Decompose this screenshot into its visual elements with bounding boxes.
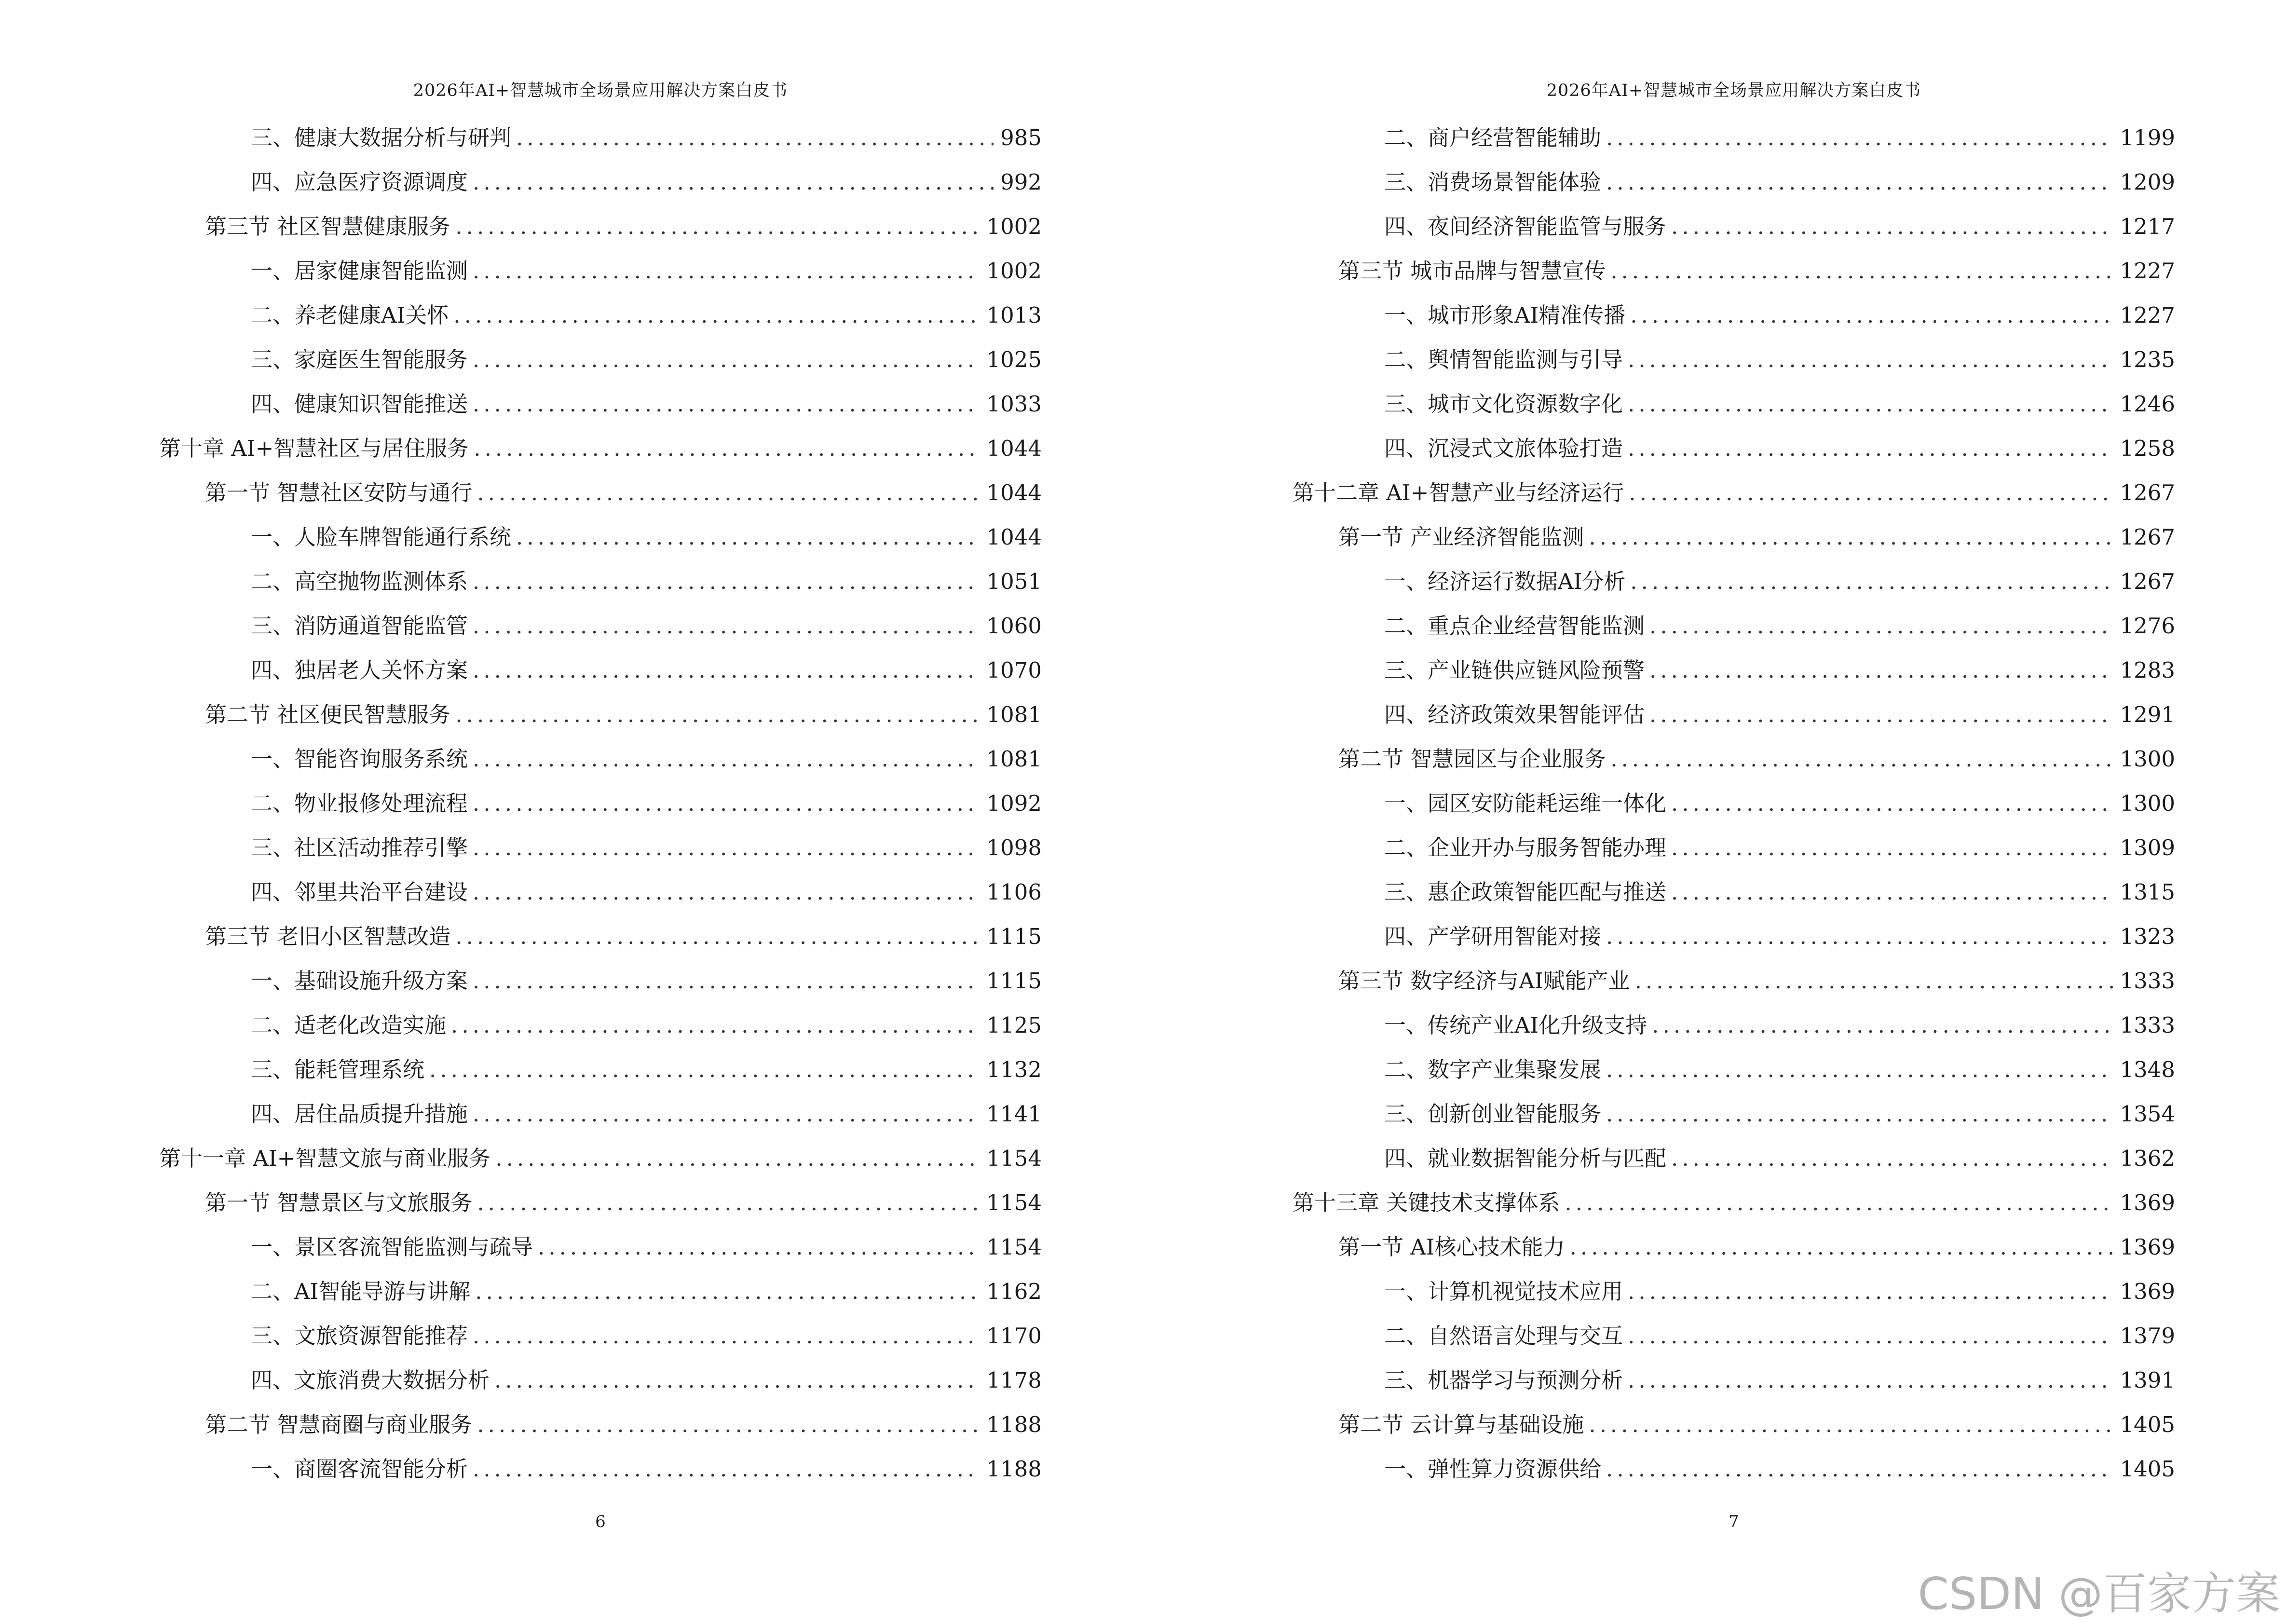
dot-leader: [473, 249, 980, 293]
dot-leader: [1630, 293, 2113, 338]
toc-entry[interactable]: [159, 781, 1042, 826]
toc-entry-title: 第三节 社区智慧健康服务: [205, 214, 451, 239]
toc-entry-title: 第三节 老旧小区智慧改造: [205, 924, 451, 949]
toc-entry[interactable]: [159, 737, 1042, 781]
toc-entry-page-number: 1391: [2120, 1367, 2175, 1393]
toc-entry-page-number: 1362: [2120, 1146, 2175, 1171]
page-number: 6: [595, 1512, 606, 1531]
toc-entry-page-number: 1060: [986, 613, 1042, 639]
dot-leader: [1649, 693, 2113, 737]
toc-entry-title: 一、基础设施升级方案: [251, 968, 468, 994]
toc-entry-title: 一、人脸车牌智能通行系统: [251, 524, 512, 550]
watermark: CSDN @百家方案: [1918, 1568, 2280, 1620]
dot-leader: [473, 959, 980, 1003]
toc-entry-title: 四、文旅消费大数据分析: [251, 1367, 490, 1393]
toc-entry-page-number: 1369: [2120, 1234, 2175, 1260]
dot-leader: [1589, 515, 2113, 560]
dot-leader: [473, 560, 980, 604]
toc-entry-title: 四、沉浸式文旅体验打造: [1384, 436, 1623, 461]
toc-entry-title: 第十二章 AI+智慧产业与经济运行: [1293, 480, 1624, 505]
toc-entry[interactable]: [1293, 338, 2175, 382]
toc-entry[interactable]: [159, 914, 1042, 959]
dot-leader: [538, 1225, 980, 1269]
toc-entry-page-number: 1188: [986, 1456, 1042, 1482]
toc-entry[interactable]: [1293, 160, 2175, 205]
toc-entry-title: 三、惠企政策智能匹配与推送: [1384, 879, 1667, 905]
toc-entry-page-number: 1235: [2120, 347, 2175, 372]
toc-entry-title: 第三节 城市品牌与智慧宣传: [1338, 258, 1606, 284]
toc-entry-page-number: 1333: [2120, 968, 2175, 994]
toc-entry-page-number: 1199: [2120, 125, 2175, 150]
toc-entry-page-number: 1092: [986, 791, 1042, 816]
toc-entry-page-number: 1300: [2120, 791, 2175, 816]
dot-leader: [1606, 1092, 2113, 1136]
toc-entry[interactable]: [159, 293, 1042, 338]
toc-entry[interactable]: [159, 116, 1042, 160]
toc-entry[interactable]: [159, 693, 1042, 737]
toc-entry[interactable]: [1293, 382, 2175, 426]
toc-entry-page-number: 1013: [986, 302, 1042, 328]
dot-leader: [473, 870, 980, 914]
dot-leader: [1652, 1003, 2113, 1048]
toc-entry-title: 第二节 社区便民智慧服务: [205, 702, 451, 727]
toc-entry-page-number: 1348: [2120, 1057, 2175, 1082]
toc-entry[interactable]: [159, 249, 1042, 293]
toc-entry[interactable]: [1293, 693, 2175, 737]
dot-leader: [473, 1092, 980, 1136]
toc-entry-page-number: 1300: [2120, 746, 2175, 772]
toc-entry[interactable]: [159, 826, 1042, 870]
dot-leader: [473, 826, 980, 870]
toc-entry-page-number: 1115: [986, 924, 1042, 949]
toc-entry-page-number: 1044: [986, 436, 1042, 461]
toc-entry-title: 二、自然语言处理与交互: [1384, 1323, 1623, 1349]
left-page: [159, 0, 1042, 1624]
dot-leader: [494, 1358, 980, 1403]
dot-leader: [1570, 1225, 2113, 1269]
toc-entry-title: 四、健康知识智能推送: [251, 391, 468, 417]
toc-entry-page-number: 1051: [986, 569, 1042, 594]
toc-entry[interactable]: [1293, 1358, 2175, 1403]
dot-leader: [473, 160, 994, 205]
toc-entry-page-number: 985: [1000, 125, 1042, 150]
toc-entry-title: 三、机器学习与预测分析: [1384, 1367, 1623, 1393]
toc-entry[interactable]: [159, 870, 1042, 914]
toc-entry-page-number: 1405: [2120, 1456, 2175, 1482]
dot-leader: [516, 515, 980, 560]
toc-entry-title: 二、AI智能导游与讲解: [251, 1279, 471, 1304]
toc-entry-title: 二、数字产业集聚发展: [1384, 1057, 1602, 1082]
table-of-contents: [159, 116, 1042, 1491]
toc-entry-title: 第一节 产业经济智能监测: [1338, 524, 1584, 550]
dot-leader: [1671, 781, 2113, 826]
toc-entry-page-number: 1154: [986, 1234, 1042, 1260]
dot-leader: [1671, 205, 2113, 249]
toc-entry-page-number: 1170: [986, 1323, 1042, 1349]
toc-entry-title: 四、独居老人关怀方案: [251, 657, 468, 683]
toc-entry-page-number: 1267: [2120, 524, 2175, 550]
toc-entry-page-number: 1081: [986, 702, 1042, 727]
toc-entry-title: 一、城市形象AI精准传播: [1384, 302, 1626, 328]
toc-entry-page-number: 1178: [986, 1367, 1042, 1393]
toc-entry[interactable]: [1293, 870, 2175, 914]
toc-entry[interactable]: [1293, 1269, 2175, 1314]
toc-entry[interactable]: [159, 1181, 1042, 1225]
toc-entry[interactable]: [1293, 205, 2175, 249]
toc-entry[interactable]: [159, 205, 1042, 249]
toc-entry-page-number: 1323: [2120, 924, 2175, 949]
toc-entry-title: 二、高空抛物监测体系: [251, 569, 468, 594]
dot-leader: [1628, 1269, 2113, 1314]
dot-leader: [473, 382, 980, 426]
toc-entry-page-number: 1025: [986, 347, 1042, 372]
dot-leader: [477, 471, 980, 515]
toc-entry-page-number: 1209: [2120, 169, 2175, 195]
toc-entry[interactable]: [159, 604, 1042, 648]
dot-leader: [473, 737, 980, 781]
toc-entry[interactable]: [1293, 914, 2175, 959]
toc-entry-page-number: 1309: [2120, 835, 2175, 860]
toc-entry-page-number: 1141: [986, 1101, 1042, 1127]
toc-entry-title: 二、商户经营智能辅助: [1384, 125, 1602, 150]
toc-entry-page-number: 1044: [986, 524, 1042, 550]
dot-leader: [1565, 1181, 2113, 1225]
toc-entry[interactable]: [159, 1136, 1042, 1181]
page-number: 7: [1729, 1512, 1739, 1531]
dot-leader: [1649, 648, 2113, 693]
toc-entry-title: 二、物业报修处理流程: [251, 791, 468, 816]
dot-leader: [473, 648, 980, 693]
toc-entry-title: 三、消防通道智能监管: [251, 613, 468, 639]
dot-leader: [473, 604, 980, 648]
dot-leader: [455, 693, 980, 737]
toc-entry[interactable]: [1293, 1447, 2175, 1491]
toc-entry[interactable]: [1293, 1225, 2175, 1269]
toc-entry[interactable]: [159, 959, 1042, 1003]
toc-entry[interactable]: [1293, 116, 2175, 160]
toc-entry[interactable]: [1293, 1181, 2175, 1225]
toc-entry-page-number: 1044: [986, 480, 1042, 505]
toc-entry[interactable]: [159, 1403, 1042, 1447]
dot-leader: [1629, 471, 2113, 515]
dot-leader: [1628, 1358, 2113, 1403]
toc-entry[interactable]: [1293, 1003, 2175, 1048]
toc-entry-title: 第一节 智慧景区与文旅服务: [205, 1190, 473, 1215]
toc-entry[interactable]: [159, 1092, 1042, 1136]
dot-leader: [455, 914, 980, 959]
dot-leader: [1649, 604, 2113, 648]
dot-leader: [1606, 1447, 2113, 1491]
toc-entry-page-number: 1246: [2120, 391, 2175, 417]
toc-entry-title: 第一节 智慧社区安防与通行: [205, 480, 473, 505]
toc-entry-title: 一、园区安防能耗运维一体化: [1384, 791, 1667, 816]
toc-entry-page-number: 1002: [986, 214, 1042, 239]
toc-entry-page-number: 1217: [2120, 214, 2175, 239]
toc-entry[interactable]: [1293, 781, 2175, 826]
toc-entry[interactable]: [1293, 426, 2175, 471]
toc-entry-page-number: 1070: [986, 657, 1042, 683]
toc-entry-title: 二、养老健康AI关怀: [251, 302, 449, 328]
dot-leader: [1628, 382, 2113, 426]
dot-leader: [473, 781, 980, 826]
toc-entry[interactable]: [1293, 249, 2175, 293]
toc-entry-page-number: 1081: [986, 746, 1042, 772]
toc-entry-title: 四、邻里共治平台建设: [251, 879, 468, 905]
toc-entry-page-number: 1283: [2120, 657, 2175, 683]
toc-entry[interactable]: [1293, 1314, 2175, 1358]
toc-entry[interactable]: [1293, 737, 2175, 781]
toc-entry-page-number: 1379: [2120, 1323, 2175, 1349]
toc-entry[interactable]: [159, 160, 1042, 205]
toc-entry-title: 第二节 云计算与基础设施: [1338, 1412, 1584, 1437]
toc-entry-title: 第三节 数字经济与AI赋能产业: [1338, 968, 1630, 994]
dot-leader: [473, 1314, 980, 1358]
dot-leader: [1606, 1048, 2113, 1092]
toc-entry-title: 三、创新创业智能服务: [1384, 1101, 1602, 1127]
dot-leader: [455, 205, 980, 249]
toc-entry-page-number: 1227: [2120, 258, 2175, 284]
toc-entry[interactable]: [159, 648, 1042, 693]
toc-entry[interactable]: [1293, 604, 2175, 648]
toc-entry-page-number: 992: [1000, 169, 1042, 195]
toc-entry[interactable]: [1293, 648, 2175, 693]
toc-entry-title: 四、夜间经济智能监管与服务: [1384, 214, 1667, 239]
toc-entry[interactable]: [159, 560, 1042, 604]
running-header: 2026年AI+智慧城市全场景应用解决方案白皮书: [413, 81, 788, 100]
dot-leader: [473, 338, 980, 382]
toc-entry[interactable]: [1293, 1048, 2175, 1092]
toc-entry-page-number: 1333: [2120, 1012, 2175, 1038]
toc-entry-title: 三、社区活动推荐引擎: [251, 835, 468, 860]
toc-entry[interactable]: [159, 1269, 1042, 1314]
dot-leader: [516, 116, 994, 160]
toc-entry[interactable]: [159, 426, 1042, 471]
toc-entry[interactable]: [1293, 471, 2175, 515]
toc-entry-page-number: 1098: [986, 835, 1042, 860]
toc-entry[interactable]: [159, 338, 1042, 382]
dot-leader: [1606, 914, 2113, 959]
toc-entry-page-number: 1405: [2120, 1412, 2175, 1437]
toc-entry[interactable]: [1293, 1092, 2175, 1136]
toc-entry[interactable]: [1293, 1136, 2175, 1181]
dot-leader: [475, 1269, 980, 1314]
toc-entry-title: 第十一章 AI+智慧文旅与商业服务: [159, 1146, 491, 1171]
toc-entry-title: 三、能耗管理系统: [251, 1057, 425, 1082]
toc-entry-title: 四、就业数据智能分析与匹配: [1384, 1146, 1667, 1171]
toc-entry-title: 第二节 智慧商圈与商业服务: [205, 1412, 473, 1437]
toc-entry-page-number: 1125: [986, 1012, 1042, 1038]
dot-leader: [1635, 959, 2113, 1003]
toc-entry-page-number: 1154: [986, 1146, 1042, 1171]
toc-entry-title: 三、产业链供应链风险预警: [1384, 657, 1645, 683]
toc-entry-title: 二、企业开办与服务智能办理: [1384, 835, 1667, 860]
dot-leader: [451, 1003, 980, 1048]
toc-entry[interactable]: [159, 1314, 1042, 1358]
toc-entry-title: 一、计算机视觉技术应用: [1384, 1279, 1623, 1304]
toc-entry-page-number: 1002: [986, 258, 1042, 284]
toc-entry-page-number: 1258: [2120, 436, 2175, 461]
dot-leader: [1628, 1314, 2113, 1358]
dot-leader: [1628, 338, 2113, 382]
toc-entry-title: 二、适老化改造实施: [251, 1012, 447, 1038]
toc-entry[interactable]: [159, 382, 1042, 426]
toc-entry-title: 三、文旅资源智能推荐: [251, 1323, 468, 1349]
toc-entry-title: 一、弹性算力资源供给: [1384, 1456, 1602, 1482]
toc-entry[interactable]: [1293, 515, 2175, 560]
toc-entry-title: 第一节 AI核心技术能力: [1338, 1234, 1565, 1260]
toc-entry[interactable]: [1293, 1403, 2175, 1447]
toc-entry-title: 第十章 AI+智慧社区与居住服务: [159, 436, 469, 461]
toc-entry-title: 一、经济运行数据AI分析: [1384, 569, 1626, 594]
toc-entry[interactable]: [159, 471, 1042, 515]
toc-entry-page-number: 1354: [2120, 1101, 2175, 1127]
toc-entry-title: 一、居家健康智能监测: [251, 258, 468, 284]
toc-entry[interactable]: [159, 1358, 1042, 1403]
toc-entry-page-number: 1132: [986, 1057, 1042, 1082]
dot-leader: [1671, 826, 2113, 870]
toc-entry-title: 四、产学研用智能对接: [1384, 924, 1602, 949]
right-page: [1293, 0, 2175, 1624]
toc-entry-title: 一、智能咨询服务系统: [251, 746, 468, 772]
toc-entry-title: 一、商圈客流智能分析: [251, 1456, 468, 1482]
toc-entry[interactable]: [159, 1003, 1042, 1048]
dot-leader: [1610, 737, 2113, 781]
toc-entry-page-number: 1115: [986, 968, 1042, 994]
toc-entry-page-number: 1315: [2120, 879, 2175, 905]
dot-leader: [1630, 560, 2113, 604]
dot-leader: [1606, 116, 2113, 160]
toc-entry-page-number: 1267: [2120, 569, 2175, 594]
toc-entry-page-number: 1267: [2120, 480, 2175, 505]
dot-leader: [1628, 426, 2113, 471]
dot-leader: [495, 1136, 980, 1181]
toc-entry[interactable]: [159, 515, 1042, 560]
dot-leader: [1589, 1403, 2113, 1447]
dot-leader: [453, 293, 980, 338]
toc-entry[interactable]: [1293, 560, 2175, 604]
toc-entry-title: 四、居住品质提升措施: [251, 1101, 468, 1127]
dot-leader: [477, 1181, 980, 1225]
toc-entry[interactable]: [1293, 826, 2175, 870]
toc-entry[interactable]: [1293, 959, 2175, 1003]
toc-entry-page-number: 1106: [986, 879, 1042, 905]
table-of-contents: [1293, 116, 2175, 1491]
toc-entry-title: 三、健康大数据分析与研判: [251, 125, 512, 150]
toc-entry-title: 三、城市文化资源数字化: [1384, 391, 1623, 417]
toc-entry-title: 四、应急医疗资源调度: [251, 169, 468, 195]
toc-entry-title: 二、重点企业经营智能监测: [1384, 613, 1645, 639]
toc-entry-title: 第二节 智慧园区与企业服务: [1338, 746, 1606, 772]
toc-entry-page-number: 1227: [2120, 302, 2175, 328]
toc-entry[interactable]: [159, 1048, 1042, 1092]
toc-entry[interactable]: [159, 1225, 1042, 1269]
toc-entry-page-number: 1291: [2120, 702, 2175, 727]
toc-entry-title: 第十三章 关键技术支撑体系: [1293, 1190, 1560, 1215]
toc-entry[interactable]: [1293, 293, 2175, 338]
toc-entry-title: 二、舆情智能监测与引导: [1384, 347, 1623, 372]
toc-entry-title: 一、景区客流智能监测与疏导: [251, 1234, 533, 1260]
toc-entry-page-number: 1162: [986, 1279, 1042, 1304]
toc-entry-title: 一、传统产业AI化升级支持: [1384, 1012, 1647, 1038]
dot-leader: [473, 1447, 980, 1491]
dot-leader: [474, 426, 980, 471]
toc-entry-title: 四、经济政策效果智能评估: [1384, 702, 1645, 727]
toc-entry-page-number: 1369: [2120, 1279, 2175, 1304]
toc-entry-page-number: 1276: [2120, 613, 2175, 639]
toc-entry-page-number: 1369: [2120, 1190, 2175, 1215]
dot-leader: [1610, 249, 2113, 293]
toc-entry-title: 三、家庭医生智能服务: [251, 347, 468, 372]
dot-leader: [1671, 870, 2113, 914]
dot-leader: [477, 1403, 980, 1447]
toc-entry[interactable]: [159, 1447, 1042, 1491]
toc-entry-page-number: 1154: [986, 1190, 1042, 1215]
dot-leader: [1671, 1136, 2113, 1181]
running-header: 2026年AI+智慧城市全场景应用解决方案白皮书: [1546, 81, 1921, 100]
toc-entry-page-number: 1188: [986, 1412, 1042, 1437]
toc-entry-title: 三、消费场景智能体验: [1384, 169, 1602, 195]
toc-entry-page-number: 1033: [986, 391, 1042, 417]
dot-leader: [429, 1048, 980, 1092]
dot-leader: [1606, 160, 2113, 205]
